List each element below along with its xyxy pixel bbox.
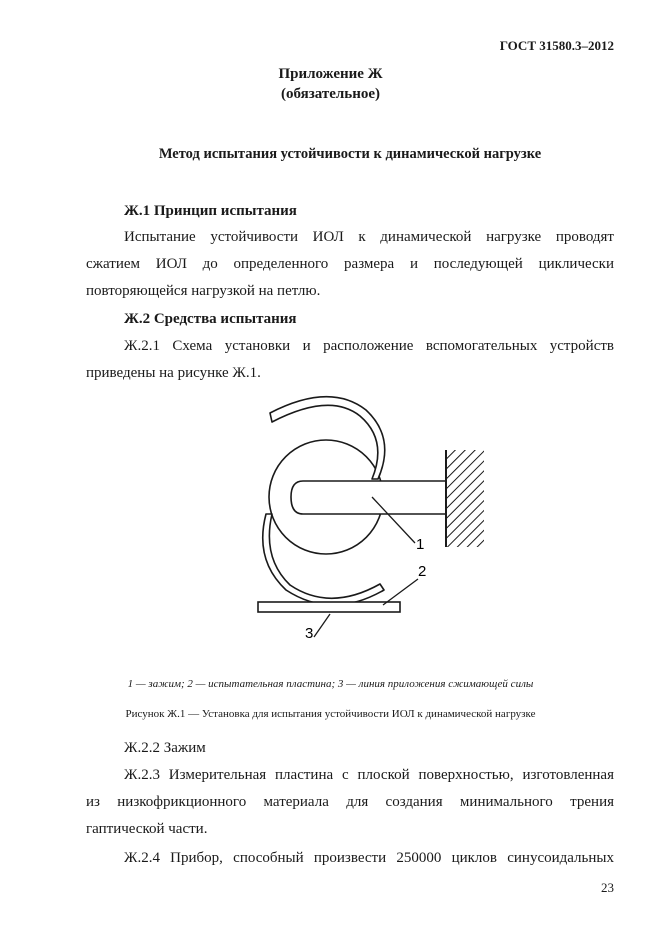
figure-zh1: [0, 380, 661, 660]
body-line: приведены на рисунке Ж.1.: [86, 365, 261, 381]
clamp-wall: [446, 450, 484, 547]
test-plate: [258, 602, 400, 612]
body-line: Ж.2.4 Прибор, способный произвести 250000 циклов синусоидальных: [124, 850, 614, 866]
section-1-body: [86, 224, 614, 305]
figure-legend: 1 — зажим; 2 — испытательная пластина; 3 — линия приложения сжимающей силы: [127, 678, 534, 690]
lower-haptic: [263, 514, 384, 605]
label-1: 1: [416, 536, 425, 553]
item-2-2: Ж.2.2 Зажим: [124, 740, 206, 756]
label-2: 2: [418, 563, 427, 580]
body-line: Ж.2.1 Схема установки и расположение вспомогательных устройств: [124, 338, 614, 354]
item-2-3: [86, 762, 614, 843]
upper-haptic: [270, 397, 385, 479]
body-line: гаптической части.: [86, 821, 208, 837]
appendix-status: (обязательное): [280, 86, 381, 102]
label-3: 3: [305, 625, 314, 642]
leader-2: [383, 579, 418, 605]
method-title: Метод испытания устойчивости к динамической нагрузке: [158, 146, 542, 162]
standard-number: ГОСТ 31580.3–2012: [499, 38, 614, 53]
body-line: повторяющейся нагрузкой на петлю.: [86, 283, 321, 299]
body-line: сжатием ИОЛ до определенного размера и последующей циклически: [86, 256, 614, 272]
body-line: Ж.2.3 Измерительная пластина с плоской поверхностью, изготовленная: [124, 767, 614, 783]
section-2-heading: Ж.2 Средства испытания: [124, 311, 297, 327]
section-2-1-body: [86, 333, 614, 387]
body-line: из низкофрикционного материала для создания минимального трения: [86, 794, 614, 810]
item-2-4: [86, 845, 614, 872]
appendix-title: Приложение Ж: [278, 66, 383, 82]
section-1-heading: Ж.1 Принцип испытания: [124, 203, 297, 219]
leader-3: [314, 614, 330, 637]
figure-caption: Рисунок Ж.1 — Установка для испытания устойчивости ИОЛ к динамической нагрузке: [125, 708, 536, 720]
clamp: [291, 481, 446, 514]
body-line: Испытание устойчивости ИОЛ к динамической нагрузке проводят: [124, 229, 614, 245]
page-number: 23: [601, 880, 614, 895]
